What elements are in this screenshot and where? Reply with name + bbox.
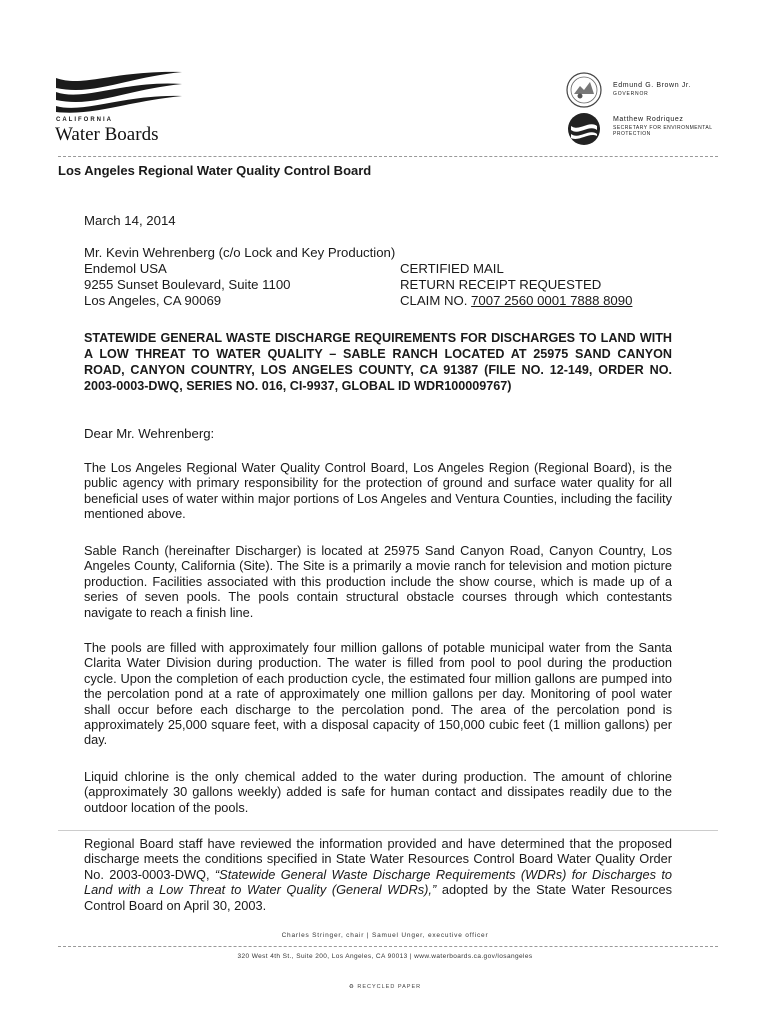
body-paragraph: Liquid chlorine is the only chemical added to the water during production. The amount of chlorine (approximately 30 gallons weekly) added is safe for human contact and dissipates readily due to the outdoor location of the pools.	[84, 769, 672, 815]
governor-name: Edmund G. Brown Jr.	[613, 82, 691, 89]
body-paragraph: The pools are filled with approximately four million gallons of potable municipal water from the Santa Clarita Water Division during production. The water is filled from pool to pool during the production cycle. Upon the completion of each production cycle, the estimated four million gallons are pumped into the percolation pond at a rate of approximately one million gallons per day. Monitoring of pool water shall occur before each discharge to the percolation pond. The area of the percolation pond is approximately 25,000 square feet, with a disposal capacity of 150,000 cubic feet (1 million gallons) per day.	[84, 640, 672, 748]
secretary-title: SECRETARY FOR ENVIRONMENTAL PROTECTION	[613, 125, 713, 137]
logo-name-text: Water Boards	[55, 124, 159, 145]
salutation: Dear Mr. Wehrenberg:	[84, 426, 215, 441]
order-title: “Statewide General Waste Discharge Requirements (WDRs) for Discharges to Land with a Low Threat to Water Quality (General WDRs),”	[84, 866, 672, 898]
recipient-line: Los Angeles, CA 90069	[84, 293, 222, 308]
scan-fold-line	[58, 830, 718, 831]
secretary-name: Matthew Rodriquez	[613, 116, 684, 123]
return-receipt: RETURN RECEIPT REQUESTED	[400, 277, 602, 292]
claim-line	[400, 293, 632, 309]
claim-prefix: CLAIM NO.	[400, 293, 472, 308]
mailing-info	[400, 261, 632, 309]
recycled-text: RECYCLED PAPER	[357, 984, 422, 990]
recycled-paper-note	[0, 984, 770, 990]
claim-number: 7007 2560 0001 7888 8090	[471, 293, 633, 308]
board-name: Los Angeles Regional Water Quality Control Board	[58, 163, 372, 178]
letter-date: March 14, 2014	[84, 213, 176, 228]
governor-title: GOVERNOR	[613, 91, 649, 97]
header-divider	[58, 156, 718, 157]
body-paragraph	[84, 836, 672, 913]
certified-mail: CERTIFIED MAIL	[400, 261, 504, 276]
state-seal-icon	[566, 72, 602, 108]
recipient-line: Mr. Kevin Wehrenberg (c/o Lock and Key Production)	[84, 245, 396, 260]
paragraph-text: Regional Board staff have reviewed the information provided and have determined that the proposed discharge meets the conditions specified in State Water Resources Control Board Water Quality Order No. 2003-0003-DWQ,	[84, 836, 672, 882]
recipient-line: Endemol USA	[84, 261, 167, 276]
footer-divider	[58, 946, 718, 947]
body-paragraph: The Los Angeles Regional Water Quality Control Board, Los Angeles Region (Regional Board), is the public agency with primary responsibility for the protection of ground and surface water quality for all beneficial uses of water within major portions of Los Angeles and Ventura Counties, including the facility mentioned above.	[84, 460, 672, 522]
footer-officers: Charles Stringer, chair | Samuel Unger, executive officer	[281, 932, 489, 939]
body-paragraph: Sable Ranch (hereinafter Discharger) is located at 25975 Sand Canyon Road, Canyon Country, Los Angeles County, California (Site). The Site is a primarily a movie ranch for television and motion picture production. Facilities associated with this production include the show course, which is made up of a series of seven pools. The pools contain structural obstacle courses through which contestants navigate to reach a finish line.	[84, 543, 672, 620]
calepa-logo-icon	[567, 112, 601, 146]
footer-address: 320 West 4th St., Suite 200, Los Angeles, CA 90013 | www.waterboards.ca.gov/losangeles	[237, 953, 533, 960]
water-boards-logo-waves-icon	[54, 70, 184, 116]
subject-heading: STATEWIDE GENERAL WASTE DISCHARGE REQUIREMENTS FOR DISCHARGES TO LAND WITH A LOW THREAT TO WATER QUALITY – SABLE RANCH LOCATED AT 25975 SAND CANYON ROAD, CANYON COUNTRY, LOS ANGELES COUNTY, CA 91387 (FILE NO. 12-149, ORDER NO. 2003-0003-DWQ, SERIES NO. 016, CI-9937, GLOBAL ID WDR100009767)	[84, 331, 672, 393]
recipient-line: 9255 Sunset Boulevard, Suite 1100	[84, 277, 291, 292]
logo-state-text: CALIFORNIA	[56, 117, 113, 123]
recipient-address	[84, 245, 395, 309]
paragraph-text: adopted by the State Water Resources Control Board on April 30, 2003.	[84, 882, 672, 913]
recycle-icon: ♻	[348, 984, 358, 990]
